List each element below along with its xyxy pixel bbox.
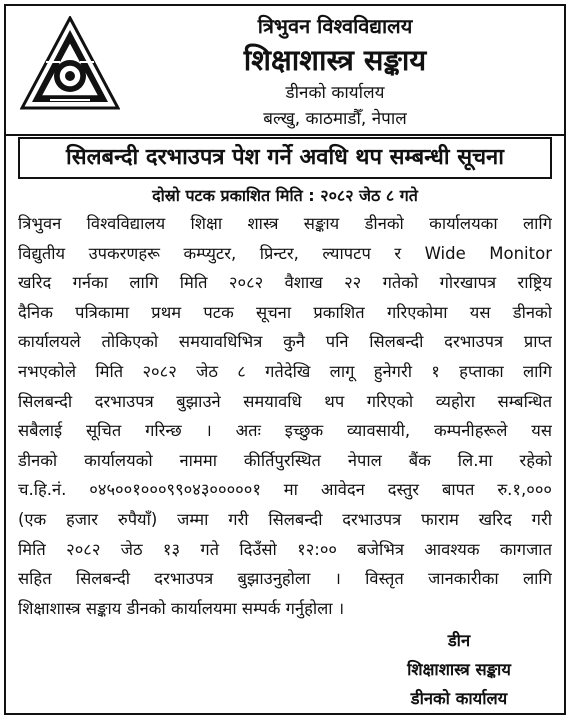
- body-line: खरिद गर्नका लागि मिति २०८२ वैशाख २२ गतेको गोरखापत्र राष्ट्रिय: [18, 273, 552, 293]
- university-name: त्रिभुवन विश्वविद्यालय: [257, 14, 413, 38]
- body-line: सिलबन्दी दरभाउपत्र बुझाउने समयावधि थप गरिएको व्यहोरा सम्बन्धित: [18, 391, 552, 411]
- signature-office: डीनको कार्यालय: [410, 689, 508, 708]
- body-line: (एक हजार रुपैयाँ) जम्मा गरी सिलबन्दी दरभाउपत्र फाराम खरिद गरी: [18, 509, 552, 529]
- body-line: विद्युतीय उपकरणहरू कम्प्युटर, प्रिन्टर, ल्यापटप र Wide Monitor: [18, 243, 552, 263]
- signature-title: डीन: [447, 631, 471, 650]
- office-name: डीनको कार्यालय: [285, 83, 385, 103]
- office-address: बल्खु, काठमाडौँ, नेपाल: [263, 109, 407, 129]
- body-line: सहित सिलबन्दी दरभाउपत्र बुझाउनुहोला । विस्तृत जानकारीका लागि: [18, 569, 552, 589]
- body-line: सबैलाई सूचित गरिन्छ । अतः इच्छुक व्यावसायी, कम्पनीहरूले यस: [18, 421, 552, 441]
- notice-frame: [4, 4, 566, 715]
- body-line: च.हि.नं. ०४५००१०००९९०४३०००००१ मा आवेदन दस्तुर बापत रु.१,०००: [18, 480, 552, 500]
- publication-date-line: दोस्रो पटक प्रकाशित मिति : २०८२ जेठ ८ गते: [152, 186, 418, 205]
- header-divider: [6, 134, 564, 136]
- body-line: कार्यालयले तोकिएको समयावधिभित्र कुनै पनि सिलबन्दी दरभाउपत्र प्राप्त: [18, 332, 552, 352]
- body-line: नभएकोले मिति २०८२ जेठ ८ गतेदेखि लागू हुनेगरी १ हप्ताका लागि: [18, 361, 552, 381]
- signature-block: [374, 626, 544, 713]
- faculty-name: शिक्षाशास्त्र सङ्काय: [243, 43, 427, 77]
- body-line: शिक्षाशास्त्र सङ्काय डीनको कार्यालयमा सम्पर्क गर्नुहोला ।: [18, 598, 345, 618]
- notice-header: [6, 6, 564, 134]
- signature-faculty: शिक्षाशास्त्र सङ्काय: [407, 660, 511, 679]
- body-line: मिति २०८२ जेठ १३ गते दिउँसो १२:०० बजेभित्र आवश्यक कागजात: [18, 539, 552, 559]
- header-text-block: [106, 12, 564, 132]
- body-line: त्रिभुवन विश्वविद्यालय शिक्षा शास्त्र सङ्काय डीनको कार्यालयका लागि: [18, 214, 552, 233]
- notice-body: [18, 209, 552, 623]
- university-seal-emblem-icon: [20, 16, 120, 116]
- body-line: डीनको कार्यालयको नाममा कीर्तिपुरस्थित नेपाल बैंक लि.मा रहेको: [18, 450, 552, 470]
- notice-title: सिलबन्दी दरभाउपत्र पेश गर्ने अवधि थप सम्बन्धी सूचना: [18, 137, 552, 179]
- body-line: दैनिक पत्रिकामा प्रथम पटक सूचना प्रकाशित गरिएकोमा यस डीनको: [18, 302, 552, 322]
